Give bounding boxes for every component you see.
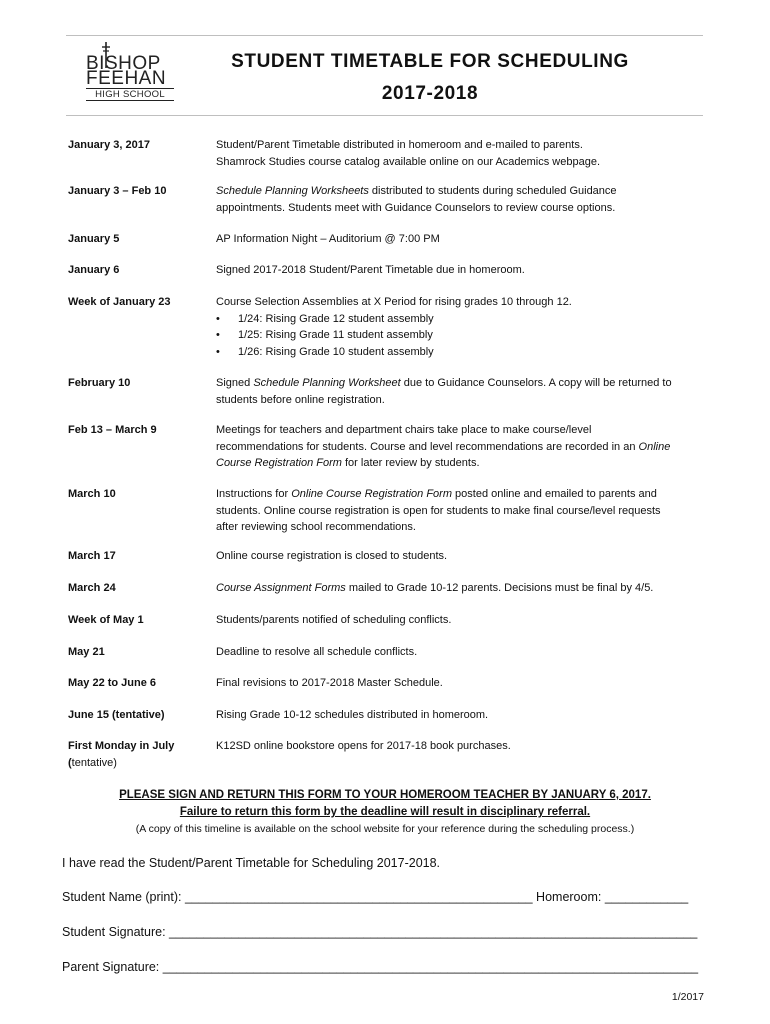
tentative-label: tentative	[71, 756, 114, 769]
schedule-line: students before online registration.	[216, 393, 385, 406]
website-note: (A copy of this timeline is available on the school website for your reference during the scheduling process.)	[135, 823, 635, 835]
schedule-description: Deadline to resolve all schedule conflicts.	[216, 646, 418, 658]
schedule-description	[216, 137, 708, 170]
top-rule	[66, 35, 703, 36]
schedule-line: Meetings for teachers and department chairs take place to make course/level	[216, 424, 592, 436]
schedule-description: Final revisions to 2017-2018 Master Schedule.	[216, 677, 443, 689]
schedule-date: January 5	[68, 233, 120, 245]
schedule-line: Shamrock Studies course catalog available online on our Academics webpage.	[216, 155, 601, 168]
schedule-date: January 6	[68, 264, 120, 276]
paren: (	[68, 756, 72, 769]
schedule-text: distributed to students during scheduled Guidance	[368, 185, 617, 197]
schedule-italic-term: Schedule Planning Worksheet	[253, 377, 401, 389]
homeroom-label: Homeroom:	[532, 890, 605, 904]
schedule-description: Students/parents notified of scheduling conflicts.	[216, 614, 452, 626]
schedule-description	[216, 294, 708, 360]
schedule-italic-term: Schedule Planning Worksheets	[216, 185, 369, 197]
parent-signature-field[interactable]: _____________________________________________________________________________	[162, 960, 699, 974]
schedule-italic-term: Online	[638, 440, 671, 453]
schedule-line: Course Selection Assemblies at X Period for rising grades 10 through 12.	[216, 296, 572, 308]
student-signature-row	[62, 925, 697, 939]
schedule-description: Rising Grade 10-12 schedules distributed in homeroom.	[216, 709, 489, 721]
acknowledgement-text: I have read the Student/Parent Timetable for Scheduling 2017-2018.	[62, 856, 441, 870]
list-item: • 1/24: Rising Grade 12 student assembly	[216, 311, 708, 328]
schedule-date: Feb 13 – March 9	[68, 424, 157, 436]
schedule-italic-term: Online Course Registration Form	[291, 488, 452, 500]
schedule-date: May 21	[68, 646, 105, 658]
schedule-description	[216, 580, 708, 597]
logo-line-feehan: FEEHAN	[86, 68, 167, 89]
schedule-date: Week of January 23	[68, 296, 171, 308]
schedule-text: for later review by students.	[341, 457, 480, 469]
schedule-description: Signed 2017-2018 Student/Parent Timetable due in homeroom.	[216, 264, 525, 276]
list-item: • 1/26: Rising Grade 10 student assembly	[216, 344, 708, 361]
parent-signature-label: Parent Signature:	[62, 960, 163, 974]
logo-line-high-school: HIGH SCHOOL	[86, 88, 174, 101]
schedule-description	[216, 422, 708, 472]
schedule-line: appointments. Students meet with Guidance Counselors to review course options.	[216, 201, 616, 214]
schedule-date: March 17	[68, 550, 116, 562]
schedule-description: Online course registration is closed to students.	[216, 550, 448, 562]
referral-warning: Failure to return this form by the deadline will result in disciplinary referral.	[179, 806, 591, 818]
schedule-date: March 10	[68, 488, 116, 500]
schedule-date-line: First Monday in July	[68, 740, 175, 752]
school-logo	[86, 42, 178, 104]
schedule-date: Week of May 1	[68, 614, 144, 626]
footer-date: 1/2017	[671, 991, 704, 1003]
schedule-text: posted online and emailed to parents and	[452, 488, 657, 500]
page-subtitle-year: 2017-2018	[381, 83, 479, 104]
logo-line-bishop: BISHOP	[86, 53, 161, 74]
schedule-description	[216, 183, 708, 216]
schedule-description: AP Information Night – Auditorium @ 7:00 PM	[216, 233, 440, 245]
schedule-description: K12SD online bookstore opens for 2017-18 book purchases.	[216, 740, 511, 752]
schedule-line: Student/Parent Timetable distributed in homeroom and e-mailed to parents.	[216, 139, 583, 151]
schedule-description	[216, 486, 708, 536]
schedule-text: mailed to Grade 10-12 parents. Decisions must be final by 4/5.	[345, 582, 654, 594]
student-name-row	[62, 890, 688, 904]
student-signature-label: Student Signature:	[62, 925, 170, 939]
schedule-italic-term: Course Assignment Forms	[216, 582, 346, 594]
student-name-label: Student Name (print):	[62, 890, 185, 904]
schedule-text: recommendations for students. Course and level recommendations are recorded in an	[216, 440, 639, 453]
schedule-text: Instructions for	[216, 488, 292, 500]
assembly-list	[216, 311, 708, 361]
schedule-text: Signed	[216, 377, 254, 389]
schedule-description	[216, 375, 708, 408]
schedule-text: due to Guidance Counselors. A copy will be returned to	[400, 377, 672, 389]
schedule-date: June 15 (tentative)	[68, 709, 165, 721]
schedule-date: May 22 to June 6	[68, 677, 157, 689]
schedule-line: after reviewing school recommendations.	[216, 521, 416, 533]
schedule-line: students. Online course registration is open for students to make final course/level requests	[216, 504, 661, 517]
return-notice: PLEASE SIGN AND RETURN THIS FORM TO YOUR HOMEROOM TEACHER BY JANUARY 6, 2017.	[119, 789, 651, 801]
student-signature-field[interactable]: ____________________________________________________________________________	[169, 925, 698, 939]
header-rule	[66, 115, 703, 116]
schedule-date: March 24	[68, 582, 116, 594]
schedule-date: February 10	[68, 377, 131, 389]
student-name-field[interactable]: __________________________________________________	[184, 890, 533, 904]
schedule-date	[68, 738, 208, 771]
paren: )	[113, 756, 117, 769]
homeroom-field[interactable]: ____________	[604, 890, 689, 904]
schedule-date: January 3 – Feb 10	[68, 185, 167, 197]
schedule-italic-term: Course Registration Form	[216, 457, 342, 469]
list-item: • 1/25: Rising Grade 11 student assembly	[216, 327, 708, 344]
page-title: STUDENT TIMETABLE FOR SCHEDULING	[231, 51, 629, 72]
schedule-date: January 3, 2017	[68, 139, 150, 151]
parent-signature-row	[62, 960, 698, 974]
